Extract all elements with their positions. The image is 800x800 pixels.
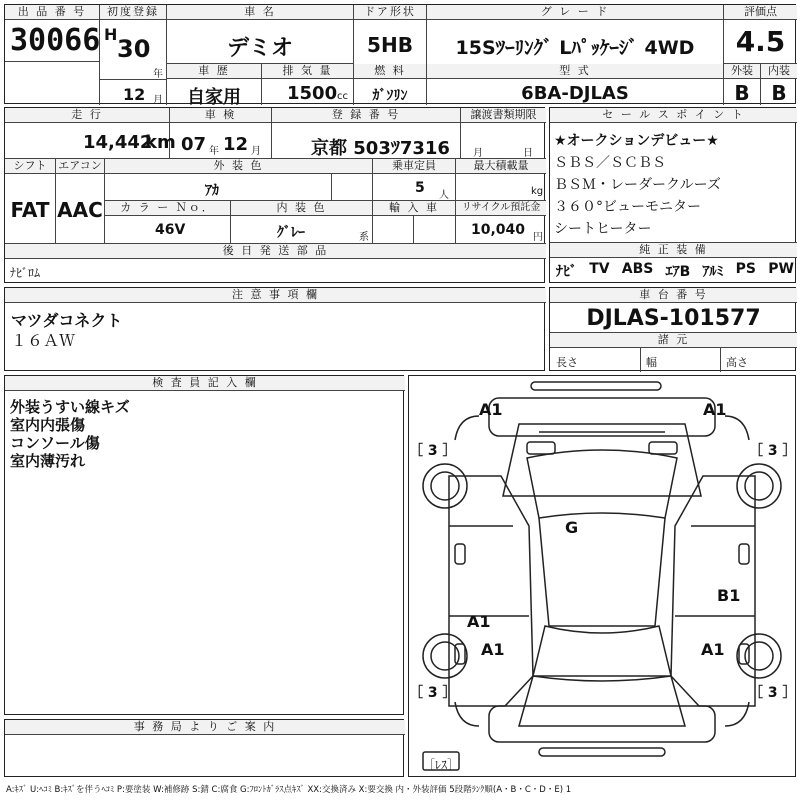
deadline-month-unit: 月 <box>473 148 483 159</box>
length-label: 長さ <box>556 356 578 369</box>
damage-mark-roof: G <box>565 518 579 537</box>
cc-unit: cc <box>337 91 348 102</box>
displacement-value: 1500 <box>287 83 338 104</box>
damage-mark-rear-right-door: B1 <box>717 586 741 605</box>
sales-point-item: ＢＳＭ・レーダークルーズ <box>554 177 721 193</box>
notes-line: １６ＡＷ <box>11 331 76 350</box>
chassis-no-label: 車 台 番 号 <box>550 288 797 303</box>
era-value: H <box>104 25 118 44</box>
import-label: 輸 入 車 <box>373 201 455 216</box>
km-unit: km <box>145 132 176 153</box>
yen-unit: 円 <box>533 232 543 243</box>
inspector-section <box>4 375 404 715</box>
month-unit: 月 <box>153 95 163 106</box>
reg-no-value: 京都 503ﾂ7316 <box>311 138 450 159</box>
exterior-grade-label: 外装 <box>724 64 760 79</box>
shift-label: シフト <box>5 159 55 174</box>
lot-no-label: 出 品 番 号 <box>5 5 99 20</box>
height-label: 高さ <box>726 356 748 369</box>
damage-diagram <box>408 375 796 777</box>
damage-mark-front-right: A1 <box>703 400 727 419</box>
legend: A:ｷｽﾞ U:ﾍｺﾐ B:ｷｽﾞを伴うﾍｺﾐ P:要塗装 W:補修跡 S:錆 C:腐食 G:ﾌﾛﾝﾄｶﾞﾗｽ点ｷｽﾞ XX:交換済み X:要交換 内・外装評価 5段階ﾗﾝｸ順(A・B・C・D・E) 1 <box>6 785 572 795</box>
score-value: 4.5 <box>735 25 786 58</box>
width-label: 幅 <box>646 356 657 369</box>
history-label: 車 歴 <box>167 64 261 79</box>
damage-mark-front-left: A1 <box>479 400 503 419</box>
equipment-item: ｴｱB <box>665 264 691 280</box>
recycle-value: 10,040 <box>471 222 526 238</box>
color-no-label: カ ラ ー Ｎｏ． <box>105 201 230 216</box>
inspector-note: 室内薄汚れ <box>10 452 86 470</box>
office-label: 事 務 局 よ り ご 案 内 <box>5 720 405 735</box>
details-section <box>4 107 545 283</box>
notes-section <box>4 287 545 371</box>
persons-unit: 人 <box>439 190 449 201</box>
mileage-value: 14,442 <box>83 132 153 153</box>
transfer-deadline-label: 譲渡書類期限 <box>461 108 546 123</box>
inspection-year-unit: 年 <box>209 146 219 157</box>
notes-line: マツダコネクト <box>11 311 123 330</box>
type-unit: 系 <box>359 232 369 243</box>
inspection-month-unit: 月 <box>251 146 261 157</box>
first-reg-label: 初度登録 <box>100 5 166 20</box>
ext-color-label: 外 装 色 <box>105 159 372 174</box>
sales-point-item: ３６０°ビューモニター <box>554 199 701 215</box>
grade-value: 15Sﾂｰﾘﾝｸﾞ Lﾊﾟｯｹｰｼﾞ 4WD <box>455 37 695 59</box>
history-value: 自家用 <box>187 87 241 108</box>
sales-point-label: セ ー ル ス ポ イ ン ト <box>550 108 797 123</box>
model-value: 6BA-DJLAS <box>521 83 629 104</box>
damage-mark-rear-right: A1 <box>701 640 725 659</box>
first-reg-year-value: 30 <box>117 35 151 63</box>
aircon-value: AAC <box>57 198 103 222</box>
aircon-label: エアコン <box>56 159 104 174</box>
first-reg-month-value: 12 <box>123 85 146 104</box>
tire-front-right: ［ 3 ］ <box>749 443 797 459</box>
equipment-item: TV <box>589 261 610 277</box>
interior-grade-value: B <box>771 81 787 105</box>
score-label: 評価点 <box>724 5 797 20</box>
equipment-item: PS <box>735 261 757 277</box>
tire-front-left: ［ 3 ］ <box>409 443 457 459</box>
tire-spare: ［ﾚｽ］ <box>423 758 460 772</box>
interior-grade-label: 内装 <box>761 64 797 79</box>
grade-label: グ レ ー ド <box>427 5 723 20</box>
inspector-note: 室内内張傷 <box>10 416 86 434</box>
sales-point-item: シートヒーター <box>554 221 652 237</box>
deadline-day-unit: 日 <box>523 148 533 159</box>
inspection-month-value: 12 <box>223 134 249 155</box>
recycle-label: リサイクル預託金 <box>456 201 546 216</box>
year-unit: 年 <box>153 69 163 80</box>
door-label: ドア形状 <box>354 5 426 20</box>
color-no-value: 46V <box>155 222 186 238</box>
max-load-label: 最大積載量 <box>456 159 546 174</box>
header-section <box>4 4 796 108</box>
chassis-section <box>549 287 796 371</box>
office-section <box>4 719 404 777</box>
model-label: 型 式 <box>427 64 723 79</box>
equipment-item: ｱﾙﾐ <box>702 264 724 280</box>
fuel-label: 燃 料 <box>354 64 426 79</box>
reg-no-label: 登 録 番 号 <box>272 108 460 123</box>
specs-label: 諸 元 <box>550 333 797 348</box>
inspector-note: 外装うすい線キズ <box>10 398 130 416</box>
sales-point-item: ＳＢＳ／ＳＣＢＳ <box>554 155 666 171</box>
inspector-label: 検 査 員 記 入 欄 <box>5 376 405 391</box>
later-parts-value: ﾅﾋﾞﾛﾑ <box>10 266 41 280</box>
equipment-list <box>556 261 794 281</box>
door-value: 5HB <box>367 33 413 57</box>
inspection-label: 車 検 <box>170 108 271 123</box>
inspector-note: コンソール傷 <box>10 434 100 452</box>
sales-point-section <box>549 107 796 283</box>
damage-mark-rear-left-door: A1 <box>467 612 491 631</box>
capacity-value: 5 <box>415 180 425 196</box>
displacement-label: 排 気 量 <box>262 64 353 79</box>
sales-point-item: ★オークションデビュー★ <box>554 133 719 149</box>
tire-rear-right: ［ 3 ］ <box>749 685 797 701</box>
lot-no-value: 30066 <box>10 23 101 58</box>
genuine-label: 純 正 装 備 <box>550 243 797 258</box>
mileage-label: 走 行 <box>5 108 169 123</box>
inspection-year-value: 07 <box>181 134 207 155</box>
int-color-value: ｸﾞﾚｰ <box>277 225 305 241</box>
equipment-item: PW <box>768 261 794 277</box>
capacity-label: 乗車定員 <box>373 159 455 174</box>
tire-rear-left: ［ 3 ］ <box>409 685 457 701</box>
fuel-value: ｶﾞｿﾘﾝ <box>372 88 408 104</box>
later-parts-label: 後 日 発 送 部 品 <box>5 244 546 259</box>
chassis-no-value: DJLAS-101577 <box>586 306 761 331</box>
car-name-label: 車 名 <box>167 5 353 20</box>
damage-mark-rear-left: A1 <box>481 640 505 659</box>
ext-color-value: ｱｶ <box>205 183 219 199</box>
shift-value: FAT <box>10 198 50 222</box>
car-outline <box>409 376 795 776</box>
notes-label: 注 意 事 項 欄 <box>5 288 546 303</box>
equipment-item: ABS <box>621 261 654 277</box>
car-name-value: デミオ <box>226 36 293 61</box>
int-color-label: 内 装 色 <box>231 201 372 216</box>
exterior-grade-value: B <box>734 81 750 105</box>
equipment-item: ﾅﾋﾞ <box>556 264 577 280</box>
kg-unit: kg <box>531 186 544 197</box>
